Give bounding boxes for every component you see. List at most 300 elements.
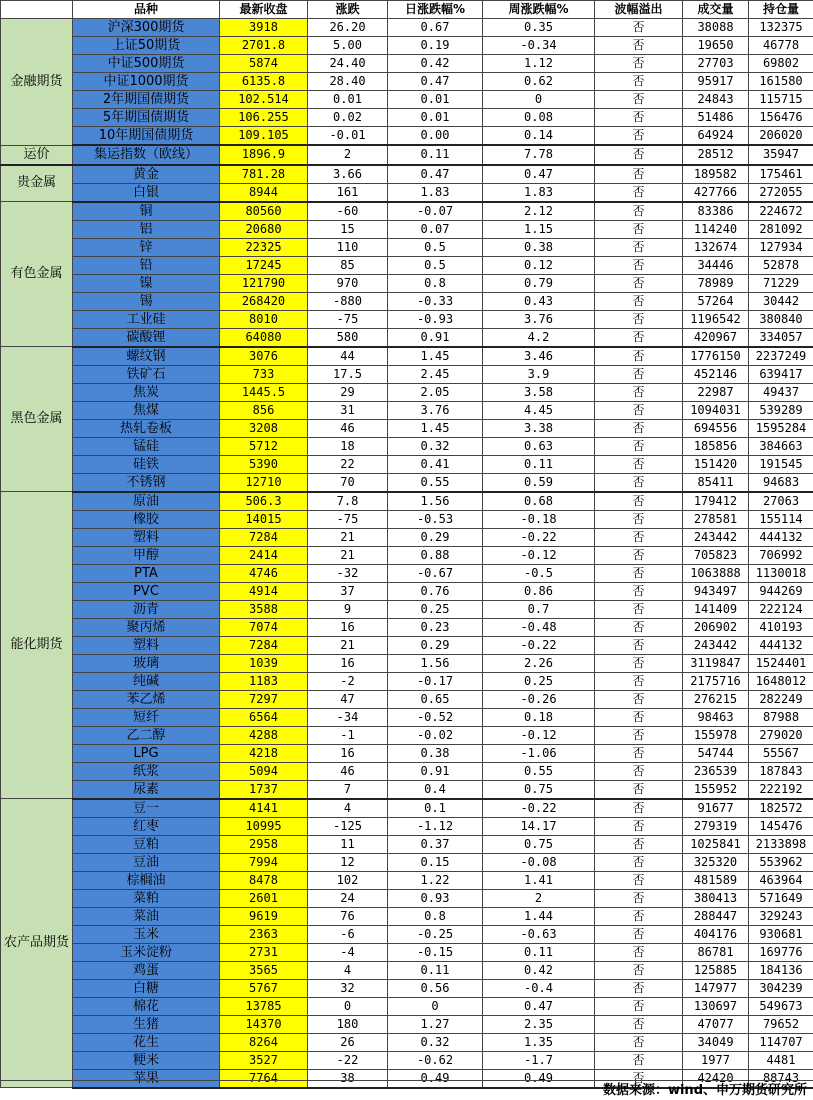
change: 38 — [308, 1069, 388, 1088]
daily-change-pct: 0.32 — [388, 437, 483, 455]
latest-close: 80560 — [220, 202, 308, 221]
open-interest: 549673 — [749, 997, 813, 1015]
volume: 130697 — [683, 997, 749, 1015]
volatility-overflow: 否 — [595, 55, 683, 73]
table-row — [1, 979, 813, 997]
latest-close: 7764 — [220, 1069, 308, 1088]
daily-change-pct: 0.25 — [388, 600, 483, 618]
change: 15 — [308, 220, 388, 238]
weekly-change-pct: 3.76 — [483, 310, 595, 328]
weekly-change-pct: 7.78 — [483, 145, 595, 165]
latest-close: 109.105 — [220, 127, 308, 146]
open-interest: 944269 — [749, 582, 813, 600]
volume: 705823 — [683, 546, 749, 564]
change: 0.02 — [308, 109, 388, 127]
volatility-overflow: 否 — [595, 220, 683, 238]
volatility-overflow: 否 — [595, 165, 683, 184]
contract-name: 豆油 — [73, 853, 220, 871]
category-cell: 能化期货 — [1, 492, 73, 799]
change: 21 — [308, 528, 388, 546]
daily-change-pct: 2.45 — [388, 365, 483, 383]
open-interest: 272055 — [749, 183, 813, 202]
daily-change-pct: 0.15 — [388, 853, 483, 871]
table-row — [1, 510, 813, 528]
contract-name: 铁矿石 — [73, 365, 220, 383]
table-row — [1, 799, 813, 818]
open-interest: 224672 — [749, 202, 813, 221]
weekly-change-pct: 0.47 — [483, 997, 595, 1015]
weekly-change-pct: 0.49 — [483, 1069, 595, 1088]
latest-close: 3588 — [220, 600, 308, 618]
volume: 85411 — [683, 473, 749, 492]
volatility-overflow: 否 — [595, 979, 683, 997]
daily-change-pct: -0.67 — [388, 564, 483, 582]
latest-close: 7074 — [220, 618, 308, 636]
table-row — [1, 528, 813, 546]
weekly-change-pct: -0.22 — [483, 528, 595, 546]
change: 16 — [308, 618, 388, 636]
daily-change-pct: 1.83 — [388, 183, 483, 202]
volatility-overflow: 否 — [595, 510, 683, 528]
open-interest: 161580 — [749, 73, 813, 91]
contract-name: 鸡蛋 — [73, 961, 220, 979]
weekly-change-pct: 14.17 — [483, 817, 595, 835]
table-row — [1, 582, 813, 600]
volatility-overflow: 否 — [595, 853, 683, 871]
table-row — [1, 907, 813, 925]
daily-change-pct: -0.93 — [388, 310, 483, 328]
table-row — [1, 672, 813, 690]
table-row — [1, 292, 813, 310]
latest-close: 4141 — [220, 799, 308, 818]
volume: 278581 — [683, 510, 749, 528]
volatility-overflow: 否 — [595, 310, 683, 328]
change: 7.8 — [308, 492, 388, 511]
change: 44 — [308, 347, 388, 366]
volume: 83386 — [683, 202, 749, 221]
daily-change-pct: 0.5 — [388, 238, 483, 256]
open-interest: 132375 — [749, 19, 813, 37]
weekly-change-pct: 0.47 — [483, 165, 595, 184]
change: -34 — [308, 708, 388, 726]
latest-close: 4288 — [220, 726, 308, 744]
latest-close: 2363 — [220, 925, 308, 943]
open-interest: 539289 — [749, 401, 813, 419]
weekly-change-pct: 0.35 — [483, 19, 595, 37]
weekly-change-pct: 3.46 — [483, 347, 595, 366]
weekly-change-pct: 3.58 — [483, 383, 595, 401]
volume: 27703 — [683, 55, 749, 73]
volatility-overflow: 否 — [595, 127, 683, 146]
open-interest: 380840 — [749, 310, 813, 328]
contract-name: 碳酸锂 — [73, 328, 220, 347]
volume: 54744 — [683, 744, 749, 762]
category-cell: 贵金属 — [1, 165, 73, 202]
volume: 132674 — [683, 238, 749, 256]
open-interest: 930681 — [749, 925, 813, 943]
weekly-change-pct: -0.22 — [483, 799, 595, 818]
daily-change-pct: 0.29 — [388, 636, 483, 654]
weekly-change-pct: 3.38 — [483, 419, 595, 437]
daily-change-pct: 0.8 — [388, 907, 483, 925]
contract-name: 锰硅 — [73, 437, 220, 455]
volatility-overflow: 否 — [595, 726, 683, 744]
latest-close: 268420 — [220, 292, 308, 310]
open-interest: 1130018 — [749, 564, 813, 582]
volume: 1196542 — [683, 310, 749, 328]
volatility-overflow: 否 — [595, 1015, 683, 1033]
change: 2 — [308, 145, 388, 165]
volatility-overflow: 否 — [595, 600, 683, 618]
contract-name: 玉米 — [73, 925, 220, 943]
weekly-change-pct: 2.35 — [483, 1015, 595, 1033]
daily-change-pct: 1.45 — [388, 347, 483, 366]
table-row — [1, 437, 813, 455]
open-interest: 175461 — [749, 165, 813, 184]
volume: 114240 — [683, 220, 749, 238]
latest-close: 3565 — [220, 961, 308, 979]
contract-name: 黄金 — [73, 165, 220, 184]
volatility-overflow: 否 — [595, 91, 683, 109]
volume: 51486 — [683, 109, 749, 127]
contract-name: 塑料 — [73, 636, 220, 654]
open-interest: 2237249 — [749, 347, 813, 366]
change: -22 — [308, 1051, 388, 1069]
weekly-change-pct: 0.14 — [483, 127, 595, 146]
daily-change-pct: 0.37 — [388, 835, 483, 853]
table-row — [1, 127, 813, 146]
table-row — [1, 835, 813, 853]
open-interest: 334057 — [749, 328, 813, 347]
table-row — [1, 817, 813, 835]
change: 26 — [308, 1033, 388, 1051]
contract-name: 5年期国债期货 — [73, 109, 220, 127]
volume: 189582 — [683, 165, 749, 184]
contract-name: 集运指数（欧线） — [73, 145, 220, 165]
weekly-change-pct: 0.18 — [483, 708, 595, 726]
volatility-overflow: 否 — [595, 672, 683, 690]
table-row — [1, 256, 813, 274]
latest-close: 4914 — [220, 582, 308, 600]
volume: 38088 — [683, 19, 749, 37]
table-row — [1, 165, 813, 184]
table-row — [1, 419, 813, 437]
latest-close: 7284 — [220, 636, 308, 654]
weekly-change-pct: -0.34 — [483, 37, 595, 55]
volume: 98463 — [683, 708, 749, 726]
change: 46 — [308, 762, 388, 780]
volume: 1063888 — [683, 564, 749, 582]
latest-close: 1183 — [220, 672, 308, 690]
contract-name: 热轧卷板 — [73, 419, 220, 437]
change: -880 — [308, 292, 388, 310]
latest-close: 8944 — [220, 183, 308, 202]
column-header: 涨跌 — [308, 1, 388, 19]
contract-name: 玉米淀粉 — [73, 943, 220, 961]
data-source-note: 数据来源：wind、申万期货研究所 — [0, 1080, 813, 1099]
column-header: 波幅溢出 — [595, 1, 683, 19]
weekly-change-pct: 0.7 — [483, 600, 595, 618]
contract-name: 2年期国债期货 — [73, 91, 220, 109]
weekly-change-pct: 0.59 — [483, 473, 595, 492]
volatility-overflow: 否 — [595, 582, 683, 600]
daily-change-pct: 0.49 — [388, 1069, 483, 1088]
volume: 24843 — [683, 91, 749, 109]
daily-change-pct: 0 — [388, 997, 483, 1015]
volume: 481589 — [683, 871, 749, 889]
contract-name: 甲醇 — [73, 546, 220, 564]
table-row — [1, 925, 813, 943]
open-interest: 94683 — [749, 473, 813, 492]
change: 16 — [308, 654, 388, 672]
open-interest: 206020 — [749, 127, 813, 146]
volatility-overflow: 否 — [595, 618, 683, 636]
volume: 19650 — [683, 37, 749, 55]
contract-name: 中证1000期货 — [73, 73, 220, 91]
table-row — [1, 690, 813, 708]
open-interest: 184136 — [749, 961, 813, 979]
table-row — [1, 708, 813, 726]
volatility-overflow: 否 — [595, 145, 683, 165]
daily-change-pct: -1.12 — [388, 817, 483, 835]
volatility-overflow: 否 — [595, 109, 683, 127]
latest-close: 3918 — [220, 19, 308, 37]
daily-change-pct: -0.02 — [388, 726, 483, 744]
table-row — [1, 73, 813, 91]
latest-close: 20680 — [220, 220, 308, 238]
volatility-overflow: 否 — [595, 961, 683, 979]
volume: 125885 — [683, 961, 749, 979]
table-row — [1, 1051, 813, 1069]
volatility-overflow: 否 — [595, 780, 683, 799]
volatility-overflow: 否 — [595, 943, 683, 961]
contract-name: 锌 — [73, 238, 220, 256]
change: 9 — [308, 600, 388, 618]
table-row — [1, 871, 813, 889]
open-interest: 49437 — [749, 383, 813, 401]
volume: 276215 — [683, 690, 749, 708]
weekly-change-pct: 0.11 — [483, 943, 595, 961]
open-interest: 706992 — [749, 546, 813, 564]
daily-change-pct: 0.32 — [388, 1033, 483, 1051]
volatility-overflow: 否 — [595, 546, 683, 564]
open-interest: 4481 — [749, 1051, 813, 1069]
contract-name: 苯乙烯 — [73, 690, 220, 708]
volume: 243442 — [683, 528, 749, 546]
volatility-overflow: 否 — [595, 37, 683, 55]
weekly-change-pct: 0.63 — [483, 437, 595, 455]
table-row — [1, 310, 813, 328]
contract-name: 白糖 — [73, 979, 220, 997]
weekly-change-pct: -0.48 — [483, 618, 595, 636]
daily-change-pct: 0.11 — [388, 145, 483, 165]
open-interest: 282249 — [749, 690, 813, 708]
table-row — [1, 220, 813, 238]
volume: 185856 — [683, 437, 749, 455]
weekly-change-pct: 2.26 — [483, 654, 595, 672]
column-header: 周涨跌幅% — [483, 1, 595, 19]
change: 17.5 — [308, 365, 388, 383]
volatility-overflow: 否 — [595, 799, 683, 818]
contract-name: 尿素 — [73, 780, 220, 799]
latest-close: 5767 — [220, 979, 308, 997]
open-interest: 279020 — [749, 726, 813, 744]
volume: 243442 — [683, 636, 749, 654]
latest-close: 2731 — [220, 943, 308, 961]
volume: 279319 — [683, 817, 749, 835]
volatility-overflow: 否 — [595, 708, 683, 726]
change: 37 — [308, 582, 388, 600]
contract-name: 螺纹钢 — [73, 347, 220, 366]
volatility-overflow: 否 — [595, 835, 683, 853]
weekly-change-pct: 1.41 — [483, 871, 595, 889]
volatility-overflow: 否 — [595, 365, 683, 383]
daily-change-pct: 0.4 — [388, 780, 483, 799]
weekly-change-pct: 1.83 — [483, 183, 595, 202]
contract-name: 纸浆 — [73, 762, 220, 780]
change: 970 — [308, 274, 388, 292]
volatility-overflow: 否 — [595, 437, 683, 455]
latest-close: 1445.5 — [220, 383, 308, 401]
table-row — [1, 546, 813, 564]
open-interest: 1648012 — [749, 672, 813, 690]
contract-name: 10年期国债期货 — [73, 127, 220, 146]
volatility-overflow: 否 — [595, 654, 683, 672]
volume: 34446 — [683, 256, 749, 274]
volume: 3119847 — [683, 654, 749, 672]
latest-close: 6135.8 — [220, 73, 308, 91]
weekly-change-pct: -0.22 — [483, 636, 595, 654]
weekly-change-pct: 1.35 — [483, 1033, 595, 1051]
table-row — [1, 853, 813, 871]
latest-close: 3076 — [220, 347, 308, 366]
table-row — [1, 1015, 813, 1033]
daily-change-pct: 0.88 — [388, 546, 483, 564]
daily-change-pct: 0.67 — [388, 19, 483, 37]
open-interest: 444132 — [749, 528, 813, 546]
weekly-change-pct: 0.62 — [483, 73, 595, 91]
change: 16 — [308, 744, 388, 762]
table-row — [1, 618, 813, 636]
daily-change-pct: 0.00 — [388, 127, 483, 146]
open-interest: 79652 — [749, 1015, 813, 1033]
latest-close: 17245 — [220, 256, 308, 274]
daily-change-pct: -0.33 — [388, 292, 483, 310]
daily-change-pct: 0.56 — [388, 979, 483, 997]
open-interest: 281092 — [749, 220, 813, 238]
category-cell: 黑色金属 — [1, 347, 73, 492]
latest-close: 7994 — [220, 853, 308, 871]
latest-close: 5094 — [220, 762, 308, 780]
contract-name: 红枣 — [73, 817, 220, 835]
open-interest: 222192 — [749, 780, 813, 799]
volume: 141409 — [683, 600, 749, 618]
table-row — [1, 328, 813, 347]
contract-name: 短纤 — [73, 708, 220, 726]
weekly-change-pct: 4.2 — [483, 328, 595, 347]
table-row — [1, 238, 813, 256]
contract-name: 菜粕 — [73, 889, 220, 907]
weekly-change-pct: -0.4 — [483, 979, 595, 997]
table-row — [1, 473, 813, 492]
weekly-change-pct: -0.12 — [483, 726, 595, 744]
table-row — [1, 997, 813, 1015]
volatility-overflow: 否 — [595, 564, 683, 582]
volatility-overflow: 否 — [595, 383, 683, 401]
column-header: 品种 — [73, 1, 220, 19]
daily-change-pct: 0.55 — [388, 473, 483, 492]
category-cell: 有色金属 — [1, 202, 73, 347]
daily-change-pct: 0.8 — [388, 274, 483, 292]
daily-change-pct: 0.23 — [388, 618, 483, 636]
contract-name: 玻璃 — [73, 654, 220, 672]
daily-change-pct: 0.93 — [388, 889, 483, 907]
change: 24 — [308, 889, 388, 907]
daily-change-pct: 1.22 — [388, 871, 483, 889]
contract-name: 花生 — [73, 1033, 220, 1051]
open-interest: 169776 — [749, 943, 813, 961]
volatility-overflow: 否 — [595, 690, 683, 708]
daily-change-pct: 0.76 — [388, 582, 483, 600]
latest-close: 102.514 — [220, 91, 308, 109]
change: -2 — [308, 672, 388, 690]
table-row — [1, 961, 813, 979]
open-interest: 87988 — [749, 708, 813, 726]
volume: 1094031 — [683, 401, 749, 419]
change: 161 — [308, 183, 388, 202]
contract-name: 沪深300期货 — [73, 19, 220, 37]
contract-name: 白银 — [73, 183, 220, 202]
table-row — [1, 1033, 813, 1051]
change: 46 — [308, 419, 388, 437]
weekly-change-pct: -0.63 — [483, 925, 595, 943]
category-cell: 农产品期货 — [1, 799, 73, 1088]
volume: 1776150 — [683, 347, 749, 366]
table-row — [1, 37, 813, 55]
column-header: 成交量 — [683, 1, 749, 19]
volume: 147977 — [683, 979, 749, 997]
weekly-change-pct: 2 — [483, 889, 595, 907]
open-interest: 156476 — [749, 109, 813, 127]
table-row — [1, 19, 813, 37]
volatility-overflow: 否 — [595, 925, 683, 943]
table-row — [1, 780, 813, 799]
daily-change-pct: 0.38 — [388, 744, 483, 762]
volatility-overflow: 否 — [595, 202, 683, 221]
open-interest: 191545 — [749, 455, 813, 473]
volatility-overflow: 否 — [595, 871, 683, 889]
change: 4 — [308, 799, 388, 818]
latest-close: 1737 — [220, 780, 308, 799]
latest-close: 10995 — [220, 817, 308, 835]
table-row — [1, 492, 813, 511]
volume: 22987 — [683, 383, 749, 401]
daily-change-pct: 1.56 — [388, 654, 483, 672]
column-header: 最新收盘 — [220, 1, 308, 19]
table-row — [1, 109, 813, 127]
volatility-overflow: 否 — [595, 292, 683, 310]
weekly-change-pct: 0.75 — [483, 835, 595, 853]
weekly-change-pct: 0.79 — [483, 274, 595, 292]
open-interest: 35947 — [749, 145, 813, 165]
volume: 78989 — [683, 274, 749, 292]
table-row — [1, 889, 813, 907]
volume: 2175716 — [683, 672, 749, 690]
latest-close: 1039 — [220, 654, 308, 672]
daily-change-pct: 1.56 — [388, 492, 483, 511]
daily-change-pct: -0.25 — [388, 925, 483, 943]
open-interest: 155114 — [749, 510, 813, 528]
